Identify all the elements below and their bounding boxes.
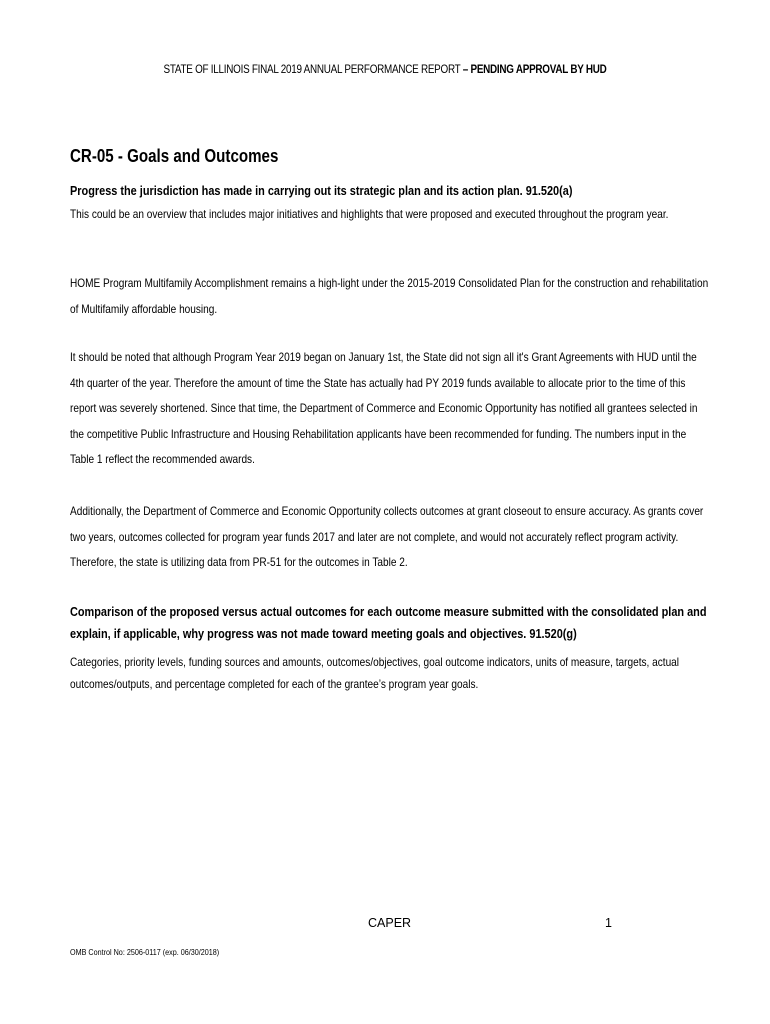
paragraph-3: Additionally, the Department of Commerce and Economic Opportunity collects outcomes at grant closeout to ensure accuracy. As grants cover two years, outcomes collected for program year funds 2017 and later are not complete, and would not accurately reflect program activity. Therefore, the state is utilizing data from PR-51 for the outcomes in Table 2.: [70, 504, 704, 569]
header-text: STATE OF ILLINOIS FINAL 2019 ANNUAL PERFORMANCE REPORT: [163, 64, 463, 76]
paragraph-3-wrap: [70, 499, 710, 576]
paragraph-1: HOME Program Multifamily Accomplishment remains a high-light under the 2015-2019 Consolidated Plan for the construction and rehabilitation of Multifamily affordable housing.: [70, 276, 709, 316]
section-title-wrap: [70, 146, 710, 167]
section-title: CR-05 - Goals and Outcomes: [70, 146, 279, 166]
page-number: 1: [605, 916, 612, 930]
paragraph-1-wrap: [70, 271, 710, 322]
progress-subtext-wrap: [70, 207, 710, 221]
paragraph-2: It should be noted that although Program Year 2019 began on January 1st, the State did not sign all it's Grant Agreements with HUD until the 4th quarter of the year. Therefore the amount of time the State has actually had PY 2019 funds available to allocate prior to the time of this report was severely shortened. Since that time, the Department of Commerce and Economic Opportunity has notified all grantees selected in the competitive Public Infrastructure and Housing Rehabilitation applicants have been recommended for funding. The numbers input in the Table 1 reflect the recommended awards.: [70, 350, 698, 466]
progress-heading-wrap: [70, 183, 710, 198]
footer-caper: CAPER: [368, 916, 412, 930]
omb-control-number: OMB Control No: 2506-0117 (exp. 06/30/2018): [70, 948, 220, 957]
progress-subtext: This could be an overview that includes major initiatives and highlights that were proposed and executed throughout the program year.: [70, 207, 669, 221]
progress-heading: Progress the jurisdiction has made in carrying out its strategic plan and its action plan. 91.520(a): [70, 183, 573, 198]
comparison-heading-wrap: [70, 601, 710, 645]
paragraph-2-wrap: [70, 345, 710, 473]
header-status: – PENDING APPROVAL BY HUD: [462, 64, 607, 76]
comparison-subtext: Categories, priority levels, funding sources and amounts, outcomes/objectives, goal outcome indicators, units of measure, targets, actual outcomes/outputs, and percentage completed for each of the grantee’s program year goals.: [70, 655, 680, 691]
page-header: [54, 64, 716, 76]
comparison-heading: Comparison of the proposed versus actual outcomes for each outcome measure submitted with the consolidated plan and explain, if applicable, why progress was not made toward meeting goals and objectives. 91.520(g): [70, 604, 707, 641]
comparison-subtext-wrap: [70, 651, 710, 695]
